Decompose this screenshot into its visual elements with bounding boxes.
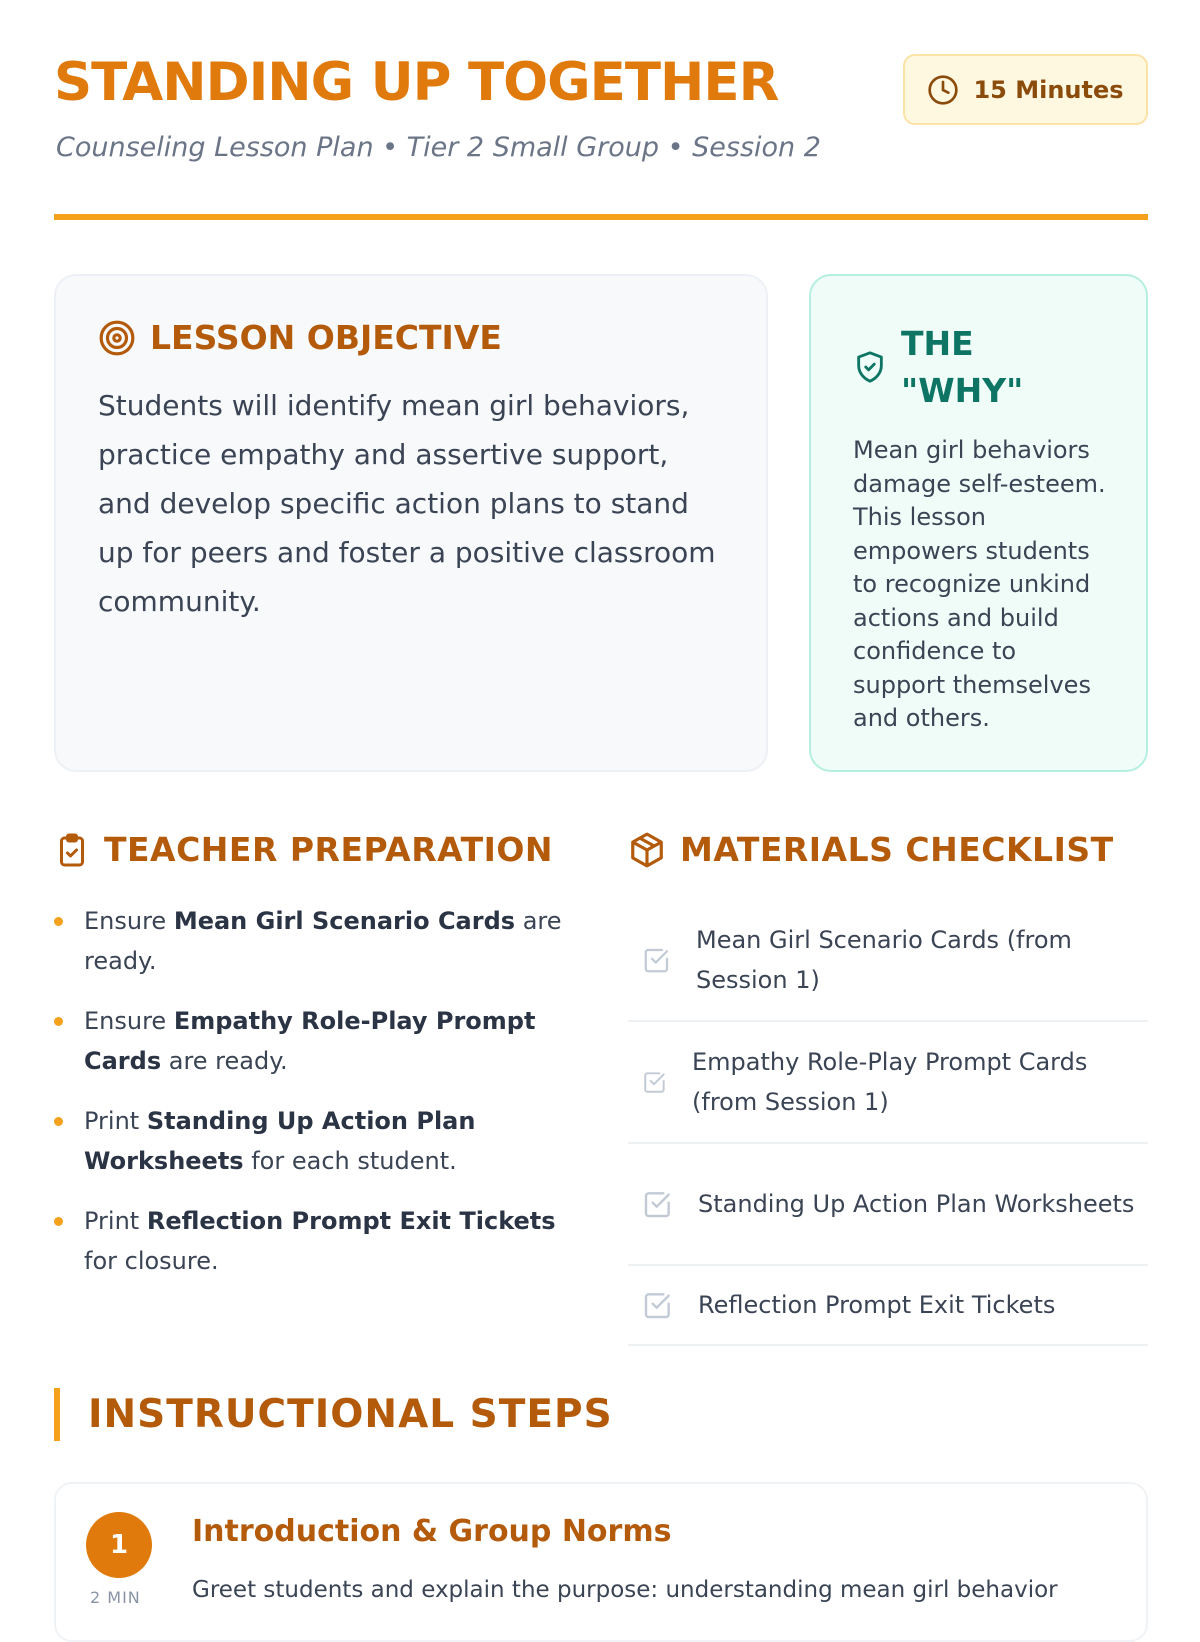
checkbox-icon[interactable] xyxy=(642,1069,668,1095)
materials-item-label: Empathy Role-Play Prompt Cards (from Session 1) xyxy=(692,1048,1088,1116)
clock-icon xyxy=(927,74,959,106)
checkbox-icon[interactable] xyxy=(642,1289,674,1321)
list-item: Print Standing Up Action Plan Worksheets for each student. xyxy=(54,1101,594,1181)
step-card xyxy=(54,1482,1148,1642)
instructional-steps-heading: INSTRUCTIONAL STEPS xyxy=(54,1388,613,1441)
materials-item[interactable] xyxy=(628,1266,1148,1346)
checkbox-icon[interactable] xyxy=(642,945,672,975)
list-item: Ensure Empathy Role-Play Prompt Cards are ready. xyxy=(54,1001,594,1081)
page-subtitle: Counseling Lesson Plan • Tier 2 Small Group • Session 2 xyxy=(56,132,821,163)
target-icon xyxy=(98,319,136,357)
teacher-preparation-list xyxy=(54,901,594,1301)
duration-label: 15 Minutes xyxy=(973,75,1124,104)
clipboard-check-icon xyxy=(54,832,90,868)
why-heading: THE "WHY" xyxy=(853,320,1031,414)
why-text: Mean girl behaviors damage self-esteem. This lesson empowers students to recognize unkind actions and build confidence to support themselves and others. xyxy=(853,436,1106,732)
box-icon xyxy=(628,831,666,869)
materials-item-label: Standing Up Action Plan Worksheets xyxy=(698,1190,1135,1218)
materials-item-label: Reflection Prompt Exit Tickets xyxy=(698,1291,1056,1319)
step-duration: 2 MIN xyxy=(90,1588,141,1607)
materials-item[interactable] xyxy=(628,900,1148,1022)
list-item: Print Reflection Prompt Exit Tickets for closure. xyxy=(54,1201,594,1281)
why-card xyxy=(809,274,1148,772)
materials-checklist-heading: MATERIALS CHECKLIST xyxy=(628,830,1114,869)
lesson-objective-text: Students will identify mean girl behaviors, practice empathy and assertive support, and develop specific action plans to stand up for peers and foster a positive classroom community. xyxy=(98,389,716,618)
lesson-objective-card xyxy=(54,274,768,772)
step-number-badge: 1 xyxy=(86,1512,152,1578)
checkbox-icon[interactable] xyxy=(642,1188,674,1220)
materials-item[interactable] xyxy=(628,1022,1148,1144)
materials-item[interactable] xyxy=(628,1144,1148,1266)
page-title: STANDING UP TOGETHER xyxy=(54,52,779,113)
teacher-preparation-heading: TEACHER PREPARATION xyxy=(54,830,553,869)
shield-check-icon xyxy=(853,350,887,384)
step-description: Greet students and explain the purpose: understanding mean girl behavior xyxy=(192,1577,1058,1603)
step-title: Introduction & Group Norms xyxy=(192,1514,672,1549)
lesson-objective-heading: LESSON OBJECTIVE xyxy=(98,318,724,357)
list-item: Ensure Mean Girl Scenario Cards are ready. xyxy=(54,901,594,981)
header-divider xyxy=(54,214,1148,220)
materials-item-label: Mean Girl Scenario Cards (from Session 1) xyxy=(696,926,1072,994)
materials-checklist xyxy=(628,900,1148,1346)
duration-badge xyxy=(903,54,1148,125)
